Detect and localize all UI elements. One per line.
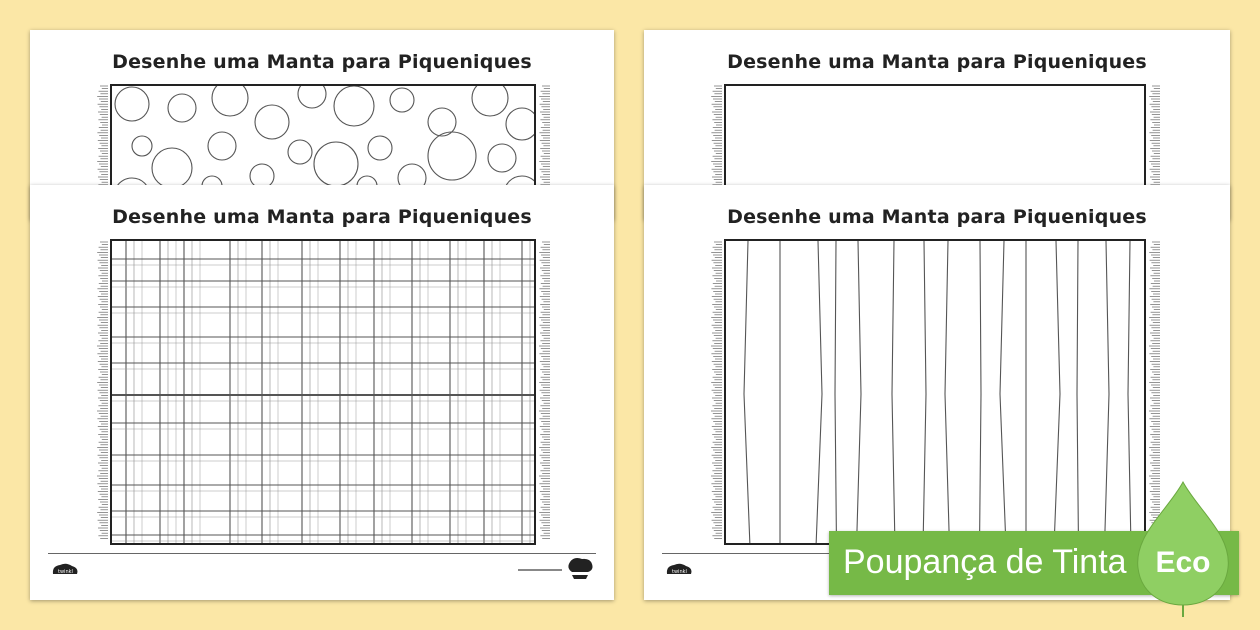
leaf-icon [1128, 480, 1238, 618]
twinkl-logo-icon [518, 556, 598, 580]
eco-label: Eco [1155, 546, 1211, 579]
fringe-left [710, 85, 722, 195]
sheet-title: Desenhe uma Manta para Piqueniques [727, 51, 1147, 73]
sheet-title: Desenhe uma Manta para Piqueniques [112, 51, 532, 73]
footer-divider [48, 553, 596, 554]
fringe-right [538, 85, 550, 195]
blanket-vertical-lines [724, 239, 1146, 545]
blanket-tartan [110, 239, 536, 545]
worksheet-tartan [30, 185, 614, 600]
fringe-left [96, 85, 108, 195]
svg-text:twinkl: twinkl [58, 569, 73, 575]
twinkl-logo-icon [664, 562, 694, 578]
eco-badge-label: Poupança de Tinta [843, 543, 1127, 581]
sheet-title: Desenhe uma Manta para Piqueniques [727, 206, 1147, 228]
fringe-left [96, 241, 108, 541]
fringe-right [538, 241, 550, 541]
sheet-title: Desenhe uma Manta para Piqueniques [112, 206, 532, 228]
twinkl-logo-icon [50, 562, 80, 578]
fringe-left [710, 241, 722, 541]
fringe-right [1148, 85, 1160, 195]
svg-text:twinkl: twinkl [672, 569, 687, 575]
